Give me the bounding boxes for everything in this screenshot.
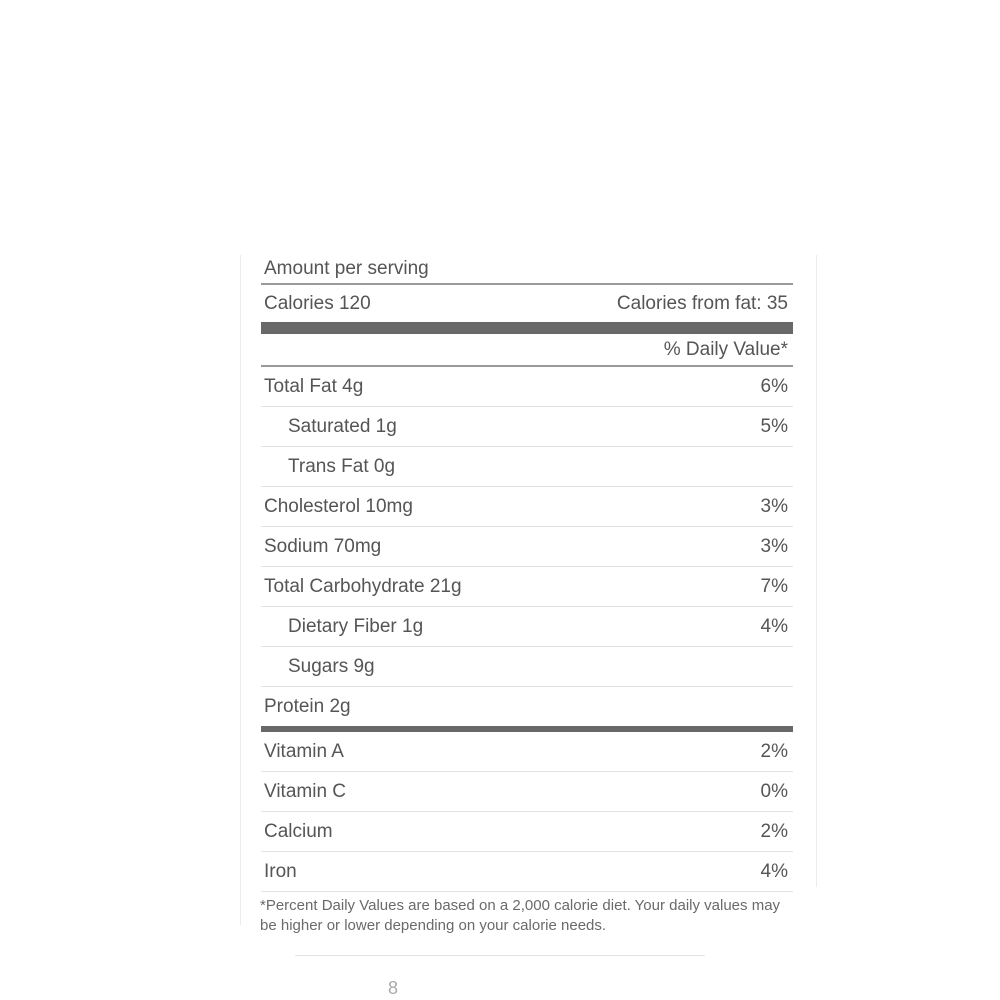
vitamin-row	[261, 812, 793, 852]
partial-text: 8	[388, 978, 399, 998]
nutrient-row	[261, 407, 793, 447]
daily-value-footnote: *Percent Daily Values are based on a 2,000 calorie diet. Your daily values may be higher or lower depending on your calorie needs.	[260, 897, 781, 934]
nutrient-row	[261, 607, 793, 647]
vitamin-dv: 2%	[760, 741, 788, 762]
nutrient-name: Saturated 1g	[288, 416, 397, 437]
amount-per-serving: Amount per serving	[261, 255, 793, 285]
vitamin-row	[261, 732, 793, 772]
thick-divider	[261, 322, 793, 334]
nutrient-name: Protein 2g	[264, 696, 351, 717]
nutrient-dv: 5%	[760, 416, 788, 437]
nutrient-dv: 6%	[760, 376, 788, 397]
section-divider	[295, 955, 705, 956]
nutrient-row	[261, 487, 793, 527]
vitamin-row	[261, 852, 793, 892]
calories-row	[261, 285, 793, 323]
nutrient-dv: 7%	[760, 576, 788, 597]
nutrient-row	[261, 687, 793, 726]
nutrient-name: Trans Fat 0g	[288, 456, 396, 477]
nutrient-dv: 4%	[760, 616, 788, 637]
nutrient-name: Total Fat 4g	[264, 376, 364, 397]
vitamin-name: Vitamin C	[264, 781, 347, 802]
nutrient-dv: 3%	[760, 496, 788, 517]
nutrient-row	[261, 367, 793, 407]
nutrition-facts-label	[261, 255, 793, 892]
vitamin-name: Calcium	[264, 821, 333, 842]
nutrient-name: Total Carbohydrate 21g	[264, 576, 462, 597]
vitamin-row	[261, 772, 793, 812]
vitamin-name: Iron	[264, 861, 297, 882]
nutrient-name: Sugars 9g	[288, 656, 375, 677]
panel-border-right	[816, 255, 817, 887]
vitamin-name: Vitamin A	[264, 741, 344, 762]
calories-from-fat: Calories from fat: 35	[616, 293, 788, 314]
nutrient-name: Sodium 70mg	[264, 536, 382, 557]
nutrient-row	[261, 527, 793, 567]
vitamin-dv: 0%	[760, 781, 788, 802]
nutrient-row	[261, 447, 793, 487]
vitamin-dv: 2%	[760, 821, 788, 842]
nutrient-name: Cholesterol 10mg	[264, 496, 413, 517]
daily-value-header: % Daily Value*	[261, 335, 793, 367]
panel-border-left	[240, 255, 241, 925]
nutrient-row	[261, 647, 793, 687]
calories: Calories 120	[264, 293, 371, 314]
vitamin-dv: 4%	[760, 861, 788, 882]
nutrient-row	[261, 567, 793, 607]
nutrient-dv: 3%	[760, 536, 788, 557]
nutrient-name: Dietary Fiber 1g	[288, 616, 424, 637]
